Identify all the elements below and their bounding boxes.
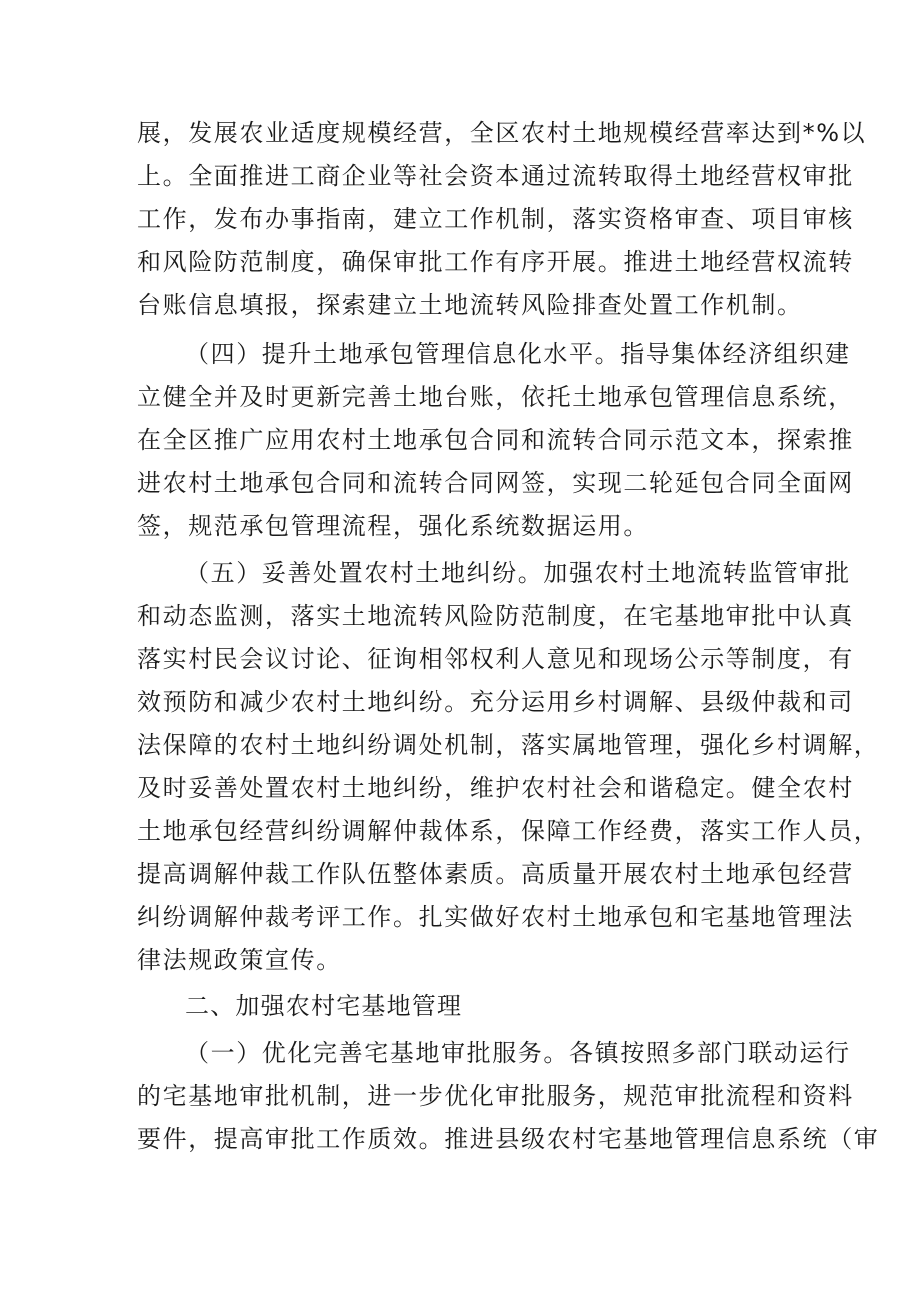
text-line: 工作，发布办事指南，建立工作机制，落实资格审查、项目审核 [137,205,854,233]
text-line: 上。全面推进工商企业等社会资本通过流转取得土地经营权审批 [137,162,854,190]
text-line: 签，规范承包管理流程，强化系统数据运用。 [137,512,649,540]
text-line: 台账信息填报，探索建立土地流转风险排查处置工作机制。 [137,291,803,319]
text-line: 法保障的农村土地纠纷调处机制，落实属地管理，强化乡村调解， [137,731,880,759]
text-line: 效预防和减少农村土地纠纷。充分运用乡村调解、县级仲裁和司 [137,688,854,716]
text-line: 要件，提高审批工作质效。推进县级农村宅基地管理信息系统（审 [137,1125,880,1153]
text-line: 律法规政策宣传。 [137,946,342,974]
paragraph-start-line: （四）提升土地承包管理信息化水平。指导集体经济组织建 [185,340,851,368]
text-line: 的宅基地审批机制，进一步优化审批服务，规范审批流程和资料 [137,1082,854,1110]
section-heading: 二、加强农村宅基地管理 [185,992,463,1020]
text-line: 进农村土地承包合同和流转合同网签，实现二轮延包合同全面网 [137,469,854,497]
text-line: 和动态监测，落实土地流转风险防范制度，在宅基地审批中认真 [137,602,854,630]
text-line: 和风险防范制度，确保审批工作有序开展。推进土地经营权流转 [137,248,854,276]
text-line: 立健全并及时更新完善土地台账，依托土地承包管理信息系统， [137,383,854,411]
text-line: 纠纷调解仲裁考评工作。扎实做好农村土地承包和宅基地管理法 [137,903,854,931]
paragraph-start-line: （一）优化完善宅基地审批服务。各镇按照多部门联动运行 [185,1039,851,1067]
text-line: 在全区推广应用农村土地承包合同和流转合同示范文本，探索推 [137,426,854,454]
paragraph-start-line: （五）妥善处置农村土地纠纷。加强农村土地流转监管审批 [185,559,851,587]
text-line: 落实村民会议讨论、征询相邻权利人意见和现场公示等制度，有 [137,645,854,673]
text-line: 及时妥善处置农村土地纠纷，维护农村社会和谐稳定。健全农村 [137,774,854,802]
text-line: 展，发展农业适度规模经营，全区农村土地规模经营率达到*%以 [137,119,867,147]
text-line: 土地承包经营纠纷调解仲裁体系，保障工作经费，落实工作人员， [137,817,880,845]
text-line: 提高调解仲裁工作队伍整体素质。高质量开展农村土地承包经营 [137,860,854,888]
